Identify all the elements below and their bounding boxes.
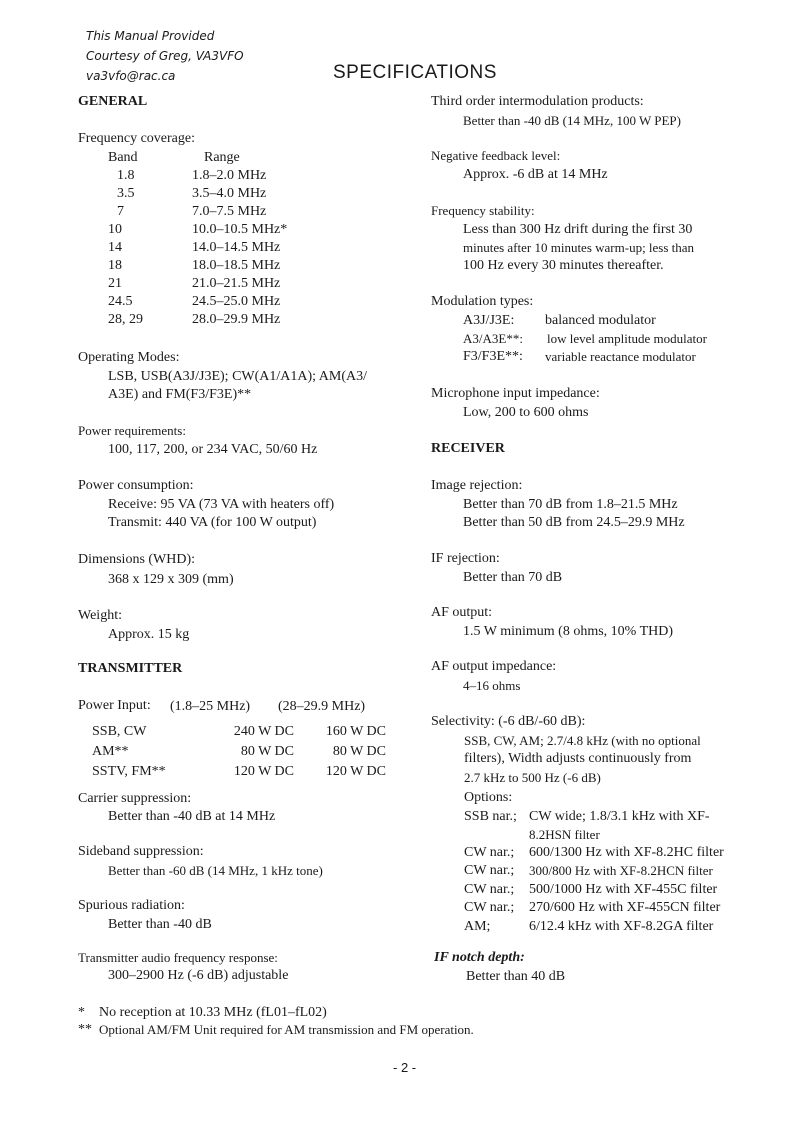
dimensions-value: 368 x 129 x 309 (mm) [108,572,234,587]
power-requirements-label: Power requirements: [78,423,186,438]
table-row: 14 14.0–14.5 MHz [108,240,281,255]
operating-modes-line-2: A3E) and FM(F3/F3E)** [108,387,252,402]
if-rejection-label: IF rejection: [431,551,500,566]
table-row: 18 18.0–18.5 MHz [108,258,281,273]
power-input-table [92,722,386,782]
table-row: 1.8 1.8–2.0 MHz [117,168,267,183]
selectivity-line-2: filters), Width adjusts continuously from [464,751,692,766]
modulation-desc: balanced modulator [545,313,656,328]
option-desc: 500/1000 Hz with XF-455C filter [529,882,718,897]
option-desc: CW wide; 1.8/3.1 kHz with XF- [529,809,710,824]
dimensions-label: Dimensions (WHD): [78,552,196,567]
intermodulation-value: Better than -40 dB (14 MHz, 100 W PEP) [463,113,681,128]
modulation-type: F3/F3E**: [463,349,523,364]
frequency-stability-line-2: minutes after 10 minutes warm-up; less than [463,240,695,255]
page-title: SPECIFICATIONS [333,62,497,83]
table-row: 21 21.0–21.5 MHz [108,276,281,291]
option-mode: AM; [464,919,491,934]
intermodulation-label: Third order intermodulation products: [431,94,644,109]
modulation-desc: variable reactance modulator [545,349,696,364]
power-input-label: Power Input: [78,698,151,713]
table-row: SSTV, FM** 120 W DC 120 W DC [92,764,386,779]
table-row: AM** 80 W DC 80 W DC [92,744,386,759]
band-header: Band [108,150,138,165]
table-row: 28, 29 28.0–29.9 MHz [108,312,281,327]
negative-feedback-label: Negative feedback level: [431,148,561,163]
options-label: Options: [464,790,513,805]
footnote-1: No reception at 10.33 MHz (fL01–fL02) [99,1005,327,1020]
sideband-suppression-label: Sideband suppression: [78,844,204,859]
selectivity-line-3: 2.7 kHz to 500 Hz (-6 dB) [464,770,601,785]
footnote-1-mark: * [78,1005,85,1020]
general-heading: GENERAL [78,94,148,109]
audio-response-value: 300–2900 Hz (-6 dB) adjustable [108,968,289,983]
receiver-heading: RECEIVER [431,441,505,456]
if-rejection-value: Better than 70 dB [463,570,563,585]
option-mode: CW nar.; [464,845,515,860]
modulation-type: A3/A3E**: [463,331,523,346]
mic-impedance-label: Microphone input impedance: [431,386,600,401]
option-mode: CW nar.; [464,863,515,878]
frequency-stability-line-1: Less than 300 Hz drift during the first 30 [463,222,693,237]
af-output-label: AF output: [431,605,493,620]
range-header: Range [204,150,240,165]
spurious-radiation-value: Better than -40 dB [108,917,212,932]
page-number: - 2 - [393,1060,417,1075]
table-row: 3.5 3.5–4.0 MHz [117,186,267,201]
af-impedance-label: AF output impedance: [431,659,557,674]
credit-email: va3vfo@rac.ca [86,69,176,83]
modulation-types-label: Modulation types: [431,294,534,309]
table-row: 10 10.0–10.5 MHz* [108,222,288,237]
negative-feedback-value: Approx. -6 dB at 14 MHz [463,167,608,182]
spurious-radiation-label: Spurious radiation: [78,898,185,913]
operating-modes-line-1: LSB, USB(A3J/J3E); CW(A1/A1A); AM(A3/ [108,369,368,384]
option-mode: SSB nar.; [464,809,517,824]
credit-line-1: This Manual Provided [86,29,215,43]
option-desc: 270/600 Hz with XF-455CN filter [529,900,721,915]
af-impedance-value: 4–16 ohms [463,678,521,693]
power-consumption-transmit: Transmit: 440 VA (for 100 W output) [108,515,317,530]
frequency-stability-line-3: 100 Hz every 30 minutes thereafter. [463,258,664,273]
table-row: SSB, CW 240 W DC 160 W DC [92,724,386,739]
image-rejection-line-1: Better than 70 dB from 1.8–21.5 MHz [463,497,678,512]
image-rejection-line-2: Better than 50 dB from 24.5–29.9 MHz [463,515,685,530]
if-notch-label: IF notch depth: [434,950,525,965]
footnote-2: Optional AM/FM Unit required for AM transmission and FM operation. [99,1022,474,1037]
footnote-2-mark: ** [78,1022,92,1037]
selectivity-label: Selectivity: (-6 dB/-60 dB): [431,714,586,729]
power-consumption-receive: Receive: 95 VA (73 VA with heaters off) [108,497,335,512]
image-rejection-label: Image rejection: [431,478,523,493]
sideband-suppression-value: Better than -60 dB (14 MHz, 1 kHz tone) [108,863,323,878]
table-row: 24.5 24.5–25.0 MHz [108,294,281,309]
weight-label: Weight: [78,608,122,623]
option-mode: CW nar.; [464,882,515,897]
audio-response-label: Transmitter audio frequency response: [78,950,278,965]
table-row: 7 7.0–7.5 MHz [117,204,267,219]
power-input-col1: (1.8–25 MHz) [170,699,251,714]
carrier-suppression-value: Better than -40 dB at 14 MHz [108,809,276,824]
credit-line-2: Courtesy of Greg, VA3VFO [86,49,244,63]
mic-impedance-value: Low, 200 to 600 ohms [463,405,589,420]
option-mode: CW nar.; [464,900,515,915]
frequency-stability-label: Frequency stability: [431,203,535,218]
power-input-col2: (28–29.9 MHz) [278,699,366,714]
option-desc: 600/1300 Hz with XF-8.2HC filter [529,845,724,860]
if-notch-value: Better than 40 dB [466,969,566,984]
option-desc: 300/800 Hz with XF-8.2HCN filter [529,863,713,878]
option-desc: 6/12.4 kHz with XF-8.2GA filter [529,919,714,934]
power-consumption-label: Power consumption: [78,478,194,493]
frequency-table [108,149,287,329]
option-desc: 8.2HSN filter [529,827,600,842]
operating-modes-label: Operating Modes: [78,350,180,365]
modulation-desc: low level amplitude modulator [547,331,707,346]
freq-coverage-label: Frequency coverage: [78,131,195,146]
modulation-type: A3J/J3E: [463,313,515,328]
af-output-value: 1.5 W minimum (8 ohms, 10% THD) [463,624,673,639]
carrier-suppression-label: Carrier suppression: [78,791,192,806]
transmitter-heading: TRANSMITTER [78,661,183,676]
weight-value: Approx. 15 kg [108,627,190,642]
selectivity-line-1: SSB, CW, AM; 2.7/4.8 kHz (with no optional [464,733,701,748]
power-requirements-value: 100, 117, 200, or 234 VAC, 50/60 Hz [108,442,318,457]
